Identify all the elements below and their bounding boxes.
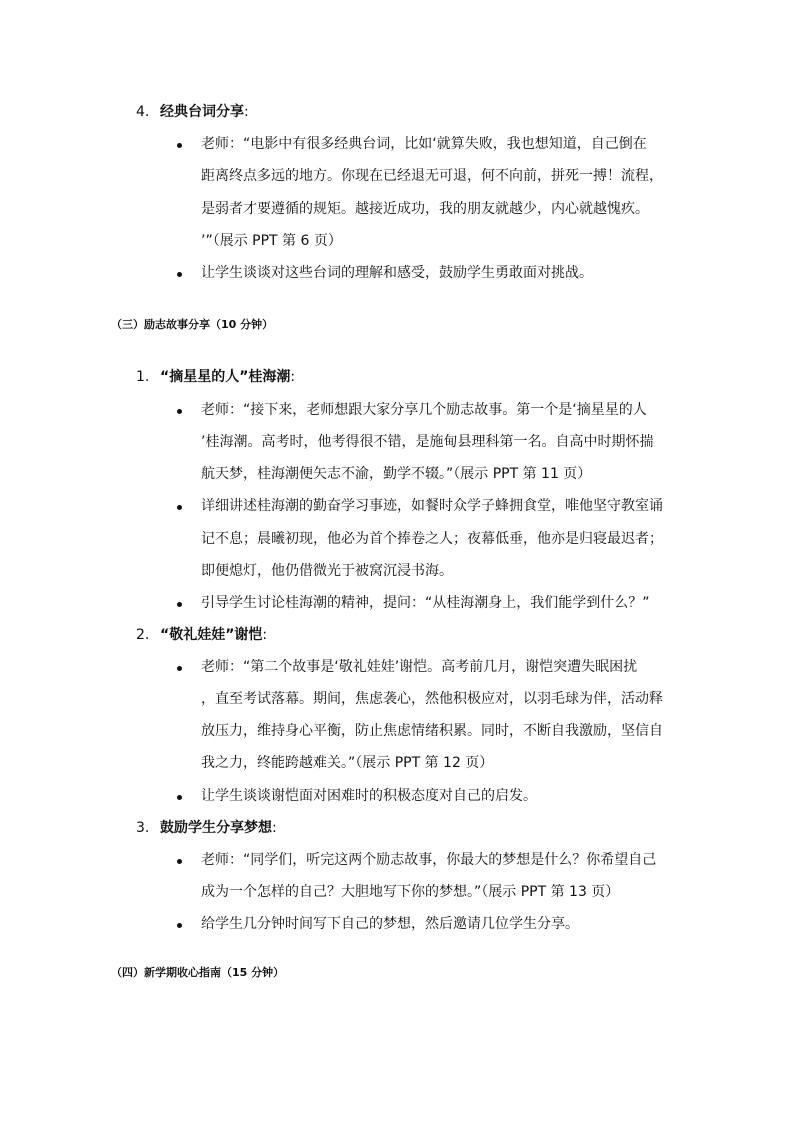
section-heading-4: （四）新学期收心指南（15 分钟） xyxy=(111,966,285,979)
story1-heading-text: “摘星星的人”桂海潮 xyxy=(160,369,291,385)
story2-bullet2-line1: 让学生谈谈谢恺面对困难时的积极态度对自己的启发。 xyxy=(201,788,537,804)
bullet-dot xyxy=(177,859,182,864)
bullet-dot xyxy=(177,666,182,671)
item4-bullet1-line1: 老师：“电影中有很多经典台词，比如‘就算失败，我也想知道，自己倒在 xyxy=(201,136,647,152)
story2-number: 2. xyxy=(136,627,150,643)
story3-heading-colon: : xyxy=(272,820,277,836)
item4-bullet1-line3: 是弱者才要遵循的规矩。越接近成功，我的朋友就越少，内心就越愧疚。 xyxy=(201,201,649,217)
story2-bullet1-line1: 老师：“第二个故事是‘敬礼娃娃’谢恺。高考前几月，谢恺突遭失眠困扰 xyxy=(201,659,638,675)
item4-bullet1-line4: ’”（展示 PPT 第 6 页） xyxy=(201,233,342,249)
story2-heading xyxy=(160,625,267,645)
item4-bullet1-line2: 距离终点多远的地方。你现在已经退无可退，何不向前，拼死一搏！流程， xyxy=(201,168,663,184)
story1-bullet3-line1: 引导学生讨论桂海潮的精神，提问：“从桂海潮身上，我们能学到什么？” xyxy=(201,595,650,611)
item4-heading xyxy=(160,102,249,122)
bullet-dot xyxy=(177,272,182,277)
story2-bullet1-line2: ，直至考试落幕。期间，焦虑袭心，然他积极应对，以羽毛球为伴，活动释 xyxy=(201,691,663,707)
bullet-dot xyxy=(177,923,182,928)
bullet-dot xyxy=(177,505,182,510)
story3-bullet1-line1: 老师：“同学们，听完这两个励志故事，你最大的梦想是什么？你希望自己 xyxy=(201,852,657,868)
item4-heading-text: 经典台词分享 xyxy=(160,104,244,120)
story3-bullet2-line1: 给学生几分钟时间写下自己的梦想，然后邀请几位学生分享。 xyxy=(201,916,579,932)
story3-number: 3. xyxy=(136,820,150,836)
story1-heading-colon: : xyxy=(290,369,296,385)
item4-number: 4. xyxy=(136,104,150,120)
story2-heading-colon: : xyxy=(262,627,268,643)
story1-bullet1-line2: ’桂海潮。高考时，他考得很不错，是施甸县理科第一名。自高中时期怀揣 xyxy=(201,434,654,450)
story1-bullet2-line1: 详细讲述桂海潮的勤奋学习事迹，如餐时众学子蜂拥食堂，唯他坚守教室诵 xyxy=(201,498,663,514)
bullet-dot xyxy=(177,795,182,800)
story1-heading xyxy=(160,367,295,387)
bullet-dot xyxy=(177,602,182,607)
story3-bullet1-line2: 成为一个怎样的自己？大胆地写下你的梦想。”（展示 PPT 第 13 页） xyxy=(201,884,620,900)
story1-number: 1. xyxy=(136,369,150,385)
story1-bullet2-line3: 即便熄灯，他仍借微光于被窝沉浸书海。 xyxy=(201,563,453,579)
story3-heading-text: 鼓励学生分享梦想 xyxy=(160,820,272,836)
story1-bullet2-line2: 记不息；晨曦初现，他必为首个捧卷之人；夜幕低垂，他亦是归寝最迟者； xyxy=(201,531,663,547)
item4-bullet2-line1: 让学生谈谈对这些台词的理解和感受，鼓励学生勇敢面对挑战。 xyxy=(201,265,593,281)
story2-bullet1-line3: 放压力，维持身心平衡，防止焦虑情绪积累。同时，不断自我激励，坚信自 xyxy=(201,723,663,739)
bullet-dot xyxy=(177,143,182,148)
section-heading-3: （三）励志故事分享（10 分钟） xyxy=(111,318,274,331)
item4-heading-colon: : xyxy=(244,104,249,120)
bullet-dot xyxy=(177,409,182,414)
story1-bullet1-line3: 航天梦，桂海潮便矢志不渝，勤学不辍。”（展示 PPT 第 11 页） xyxy=(201,466,592,482)
story2-bullet1-line4: 我之力，终能跨越难关。”（展示 PPT 第 12 页） xyxy=(201,755,494,771)
story2-heading-text: “敬礼娃娃”谢恺 xyxy=(160,627,263,643)
story1-bullet1-line1: 老师：“接下来，老师想跟大家分享几个励志故事。第一个是‘摘星星的人 xyxy=(201,402,647,418)
story3-heading xyxy=(160,818,277,838)
